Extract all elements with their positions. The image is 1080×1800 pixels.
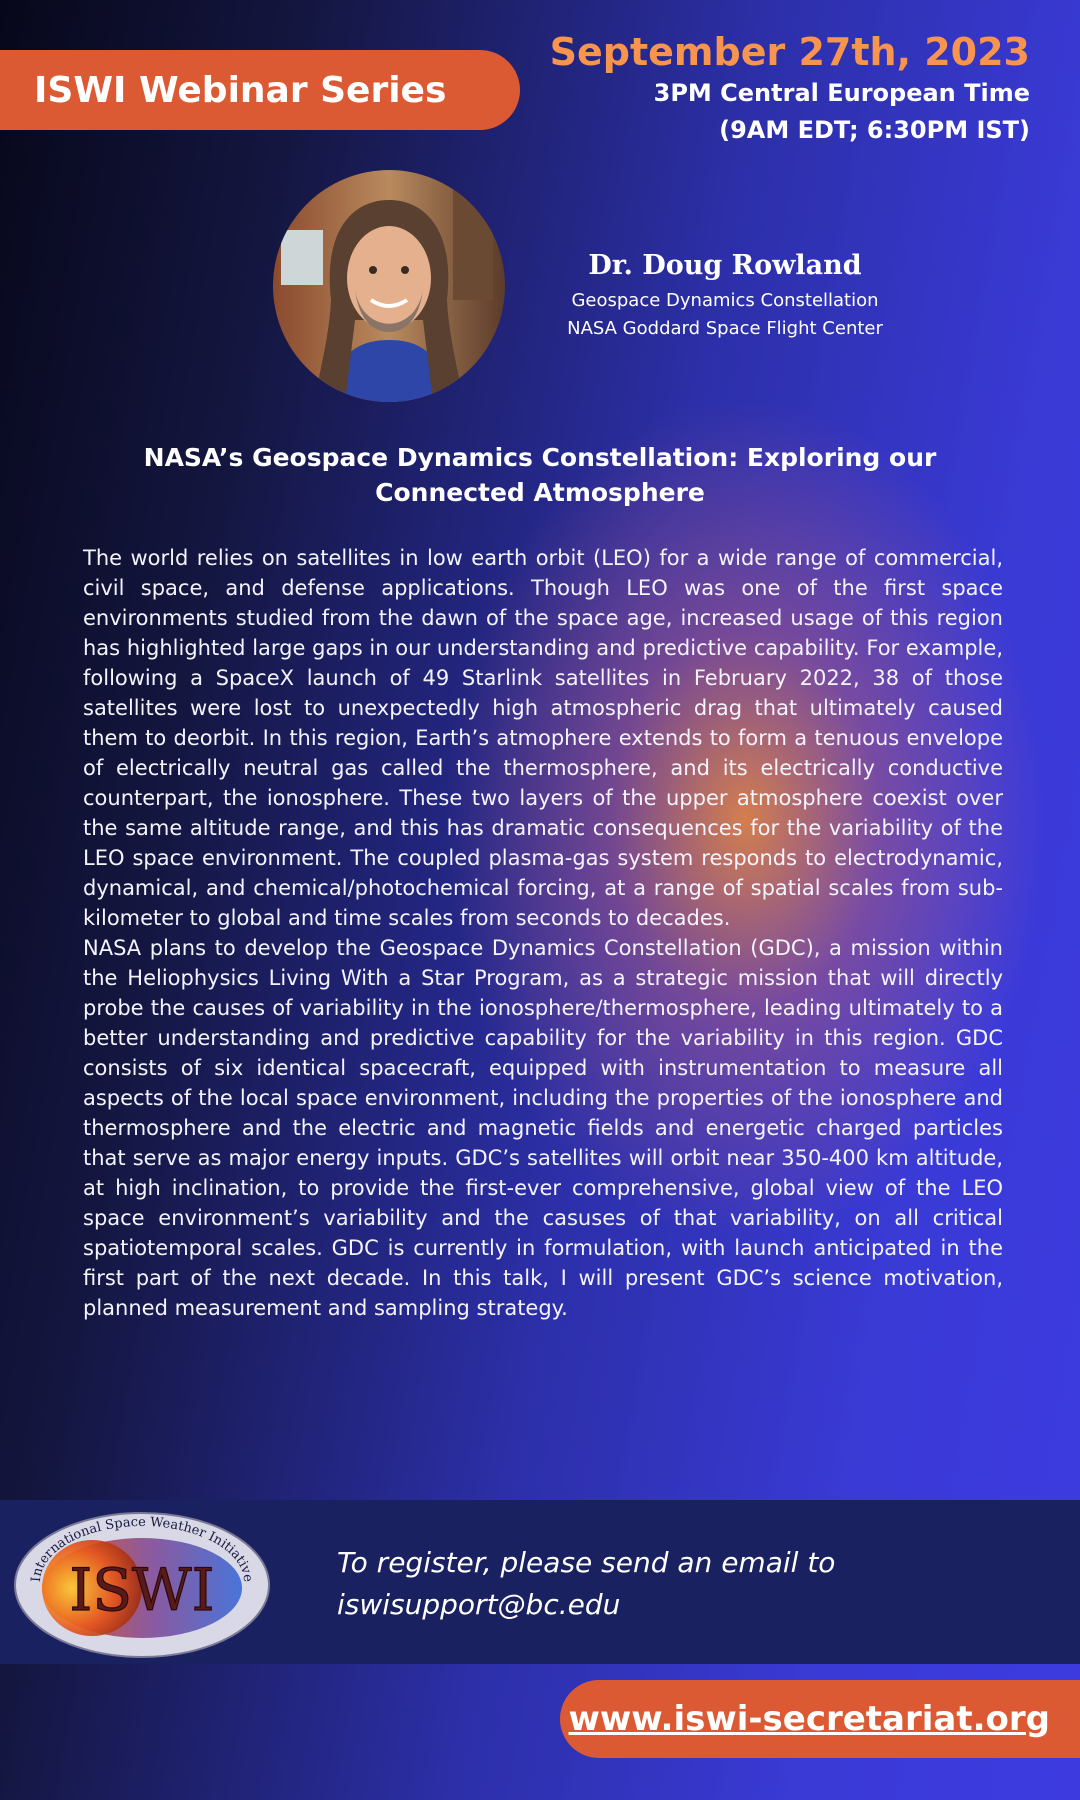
abstract-paragraph-1: The world relies on satellites in low earth orbit (LEO) for a wide range of commercial, civil space, and defense applications. Though LEO was one of the first space environments studied from the dawn of the space age, increased usage of this region has highlighted large gaps in our understanding and predictive capability. For example, following a SpaceX launch of 49 Starlink satellites in February 2022, 38 of those satellites were lost to unexpectedly high atmospheric drag that ultimately caused them to deorbit. In this region, Earth’s atmophere extends to form a tenuous envelope of electrically neutral gas called the thermosphere, and its electrically conductive counterpart, the ionosphere. These two layers of the upper atmosphere coexist over the same altitude range, and this has dramatic consequences for the variability of the LEO space environment. The coupled plasma-gas system responds to electrodynamic, dynamical, and chemical/photochemical forcing, at a range of spatial scales from sub-kilometer to global and time scales from seconds to decades. (83, 546, 1003, 930)
series-banner (0, 50, 520, 130)
event-time-zones: (9AM EDT; 6:30PM IST) (719, 116, 1030, 144)
logo-letters: ISWI (69, 1556, 215, 1624)
abstract-paragraph-2: NASA plans to develop the Geospace Dynamics Constellation (GDC), a mission within the Heliophysics Living With a Star Program, as a strategic mission that will directly probe the causes of variability in the ionosphere/thermosphere, leading ultimately to a better understanding and predictive capability for the variability in this region. GDC consists of six identical spacecraft, equipped with instrumentation to measure all aspects of the local space environment, including the properties of the ionosphere and thermosphere and the electric and magnetic fields and energetic charged particles that serve as major energy inputs. GDC’s satellites will orbit near 350-400 km altitude, at high inclination, to provide the first-ever comprehensive, global view of the LEO space environment’s variability and the casuses of that variability, on all critical spatiotemporal scales. GDC is currently in formulation, with launch anticipated in the first part of the next decade. In this talk, I will present GDC’s science motivation, planned measurement and sampling strategy. (83, 936, 1003, 1320)
series-label: ISWI Webinar Series (34, 69, 447, 111)
talk-abstract (83, 543, 1003, 1323)
date-time-block (550, 30, 1030, 148)
speaker-affiliation-line1: Geospace Dynamics Constellation (571, 290, 879, 311)
speaker-affiliation (540, 287, 910, 343)
logo-ring-text: International Space Weather Initiative (28, 1514, 256, 1583)
event-date: September 27th, 2023 (549, 30, 1030, 74)
event-time: 3PM Central European Time (653, 79, 1030, 107)
talk-title: NASA’s Geospace Dynamics Constellation: Exploring our Connected Atmosphere (143, 443, 937, 507)
iswi-logo (12, 1510, 272, 1660)
speaker-affiliation-line2: NASA Goddard Space Flight Center (567, 318, 883, 339)
speaker-photo (273, 170, 505, 402)
register-email[interactable]: iswisupport@bc.edu (337, 1588, 621, 1621)
website-link[interactable]: www.iswi-secretariat.org (568, 1699, 1050, 1739)
speaker-name: Dr. Doug Rowland (588, 250, 862, 281)
register-info (337, 1542, 1037, 1626)
website-banner (560, 1680, 1080, 1758)
speaker-info (540, 250, 910, 343)
register-text: To register, please send an email to (337, 1546, 836, 1579)
